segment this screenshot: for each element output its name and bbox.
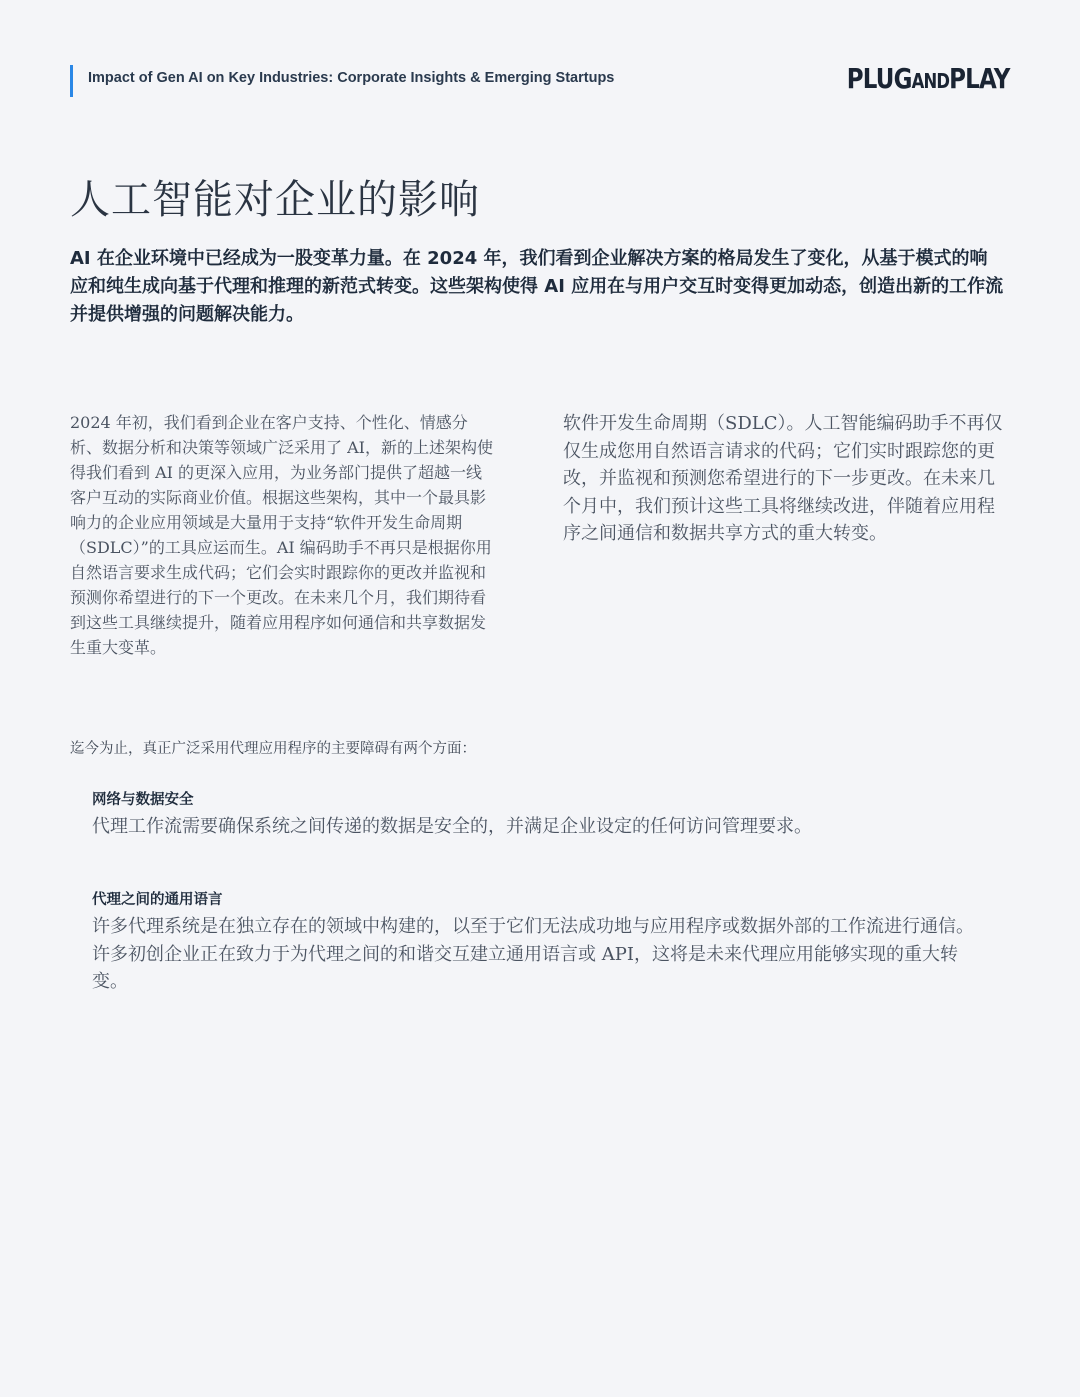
barrier-heading: 网络与数据安全 xyxy=(92,792,194,808)
barrier-text: 许多代理系统是在独立存在的领域中构建的，以至于它们无法成功地与应用程序或数据外部的工作流进行通信。许多初创企业正在致力于为代理之间的和谐交互建立通用语言或 API，这将是未来代理应用能够实现的重大转变。 xyxy=(92,916,974,992)
logo-part-play: PLAY xyxy=(949,62,1010,95)
barrier-text: 代理工作流需要确保系统之间传递的数据是安全的，并满足企业设定的任何访问管理要求。 xyxy=(92,816,812,837)
intro-paragraph: AI 在企业环境中已经成为一股变革力量。在 2024 年，我们看到企业解决方案的格局发生了变化，从基于模式的响应和纯生成向基于代理和推理的新范式转变。这些架构使得 AI 应用在与用户交互时变得更加动态，创造出新的工作流并提供增强的问题解决能力。 xyxy=(70,248,1004,325)
left-column-text: 2024 年初，我们看到企业在客户支持、个性化、情感分析、数据分析和决策等领域广泛采用了 AI，新的上述架构使得我们看到 AI 的更深入应用，为业务部门提供了超越一线客户互动的实际商业价值。根据这些架构，其中一个最具影响力的企业应用领域是大量用于支持“软件开发生命周期（SDLC）”的工具应运而生。AI 编码助手不再只是根据你用自然语言要求生成代码；它们会实时跟踪你的更改并监视和预测你希望进行的下一个更改。在未来几个月，我们期待看到这些工具继续提升，随着应用程序如何通信和共享数据发生重大变革。 xyxy=(70,413,493,657)
header-accent-bar xyxy=(70,65,73,97)
right-column-text: 软件开发生命周期（SDLC）。人工智能编码助手不再仅仅生成您用自然语言请求的代码；它们实时跟踪您的更改，并监视和预测您希望进行的下一步更改。在未来几个月中，我们预计这些工具将继续改进，伴随着应用程序之间通信和数据共享方式的重大转变。 xyxy=(563,413,1003,544)
barrier-item-security xyxy=(92,788,977,841)
barrier-item-common-language xyxy=(92,888,977,996)
page-title: 人工智能对企业的影响 xyxy=(70,177,480,223)
document-title: Impact of Gen AI on Key Industries: Corporate Insights & Emerging Startups xyxy=(88,70,615,86)
barriers-intro: 迄今为止，真正广泛采用代理应用程序的主要障碍有两个方面： xyxy=(70,741,476,757)
plug-and-play-logo xyxy=(847,62,1010,95)
logo-part-and: AND xyxy=(912,69,950,93)
logo-part-plug: PLUG xyxy=(847,62,913,95)
barrier-heading: 代理之间的通用语言 xyxy=(92,892,223,908)
